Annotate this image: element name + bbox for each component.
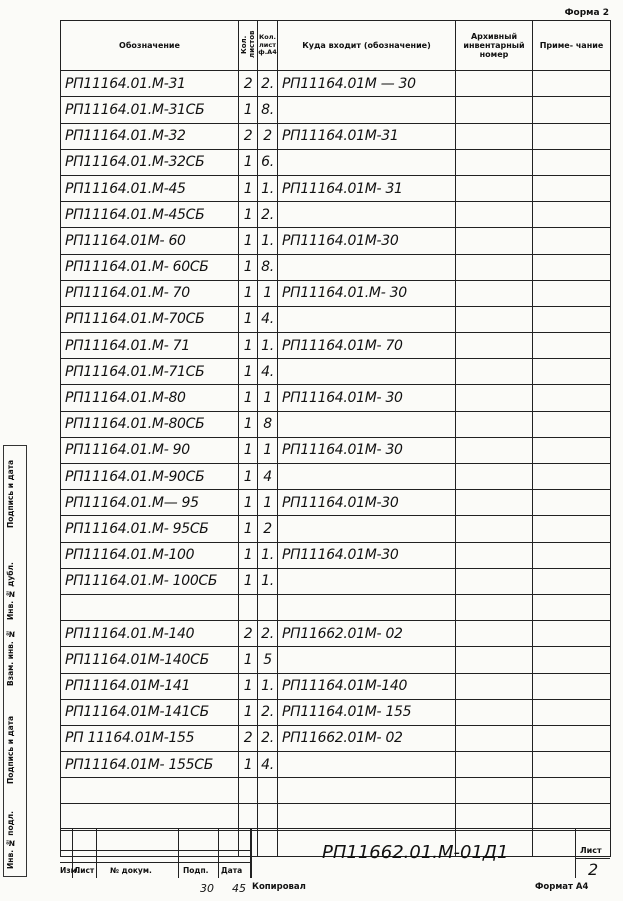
cell-sheets-count: 1 bbox=[239, 542, 258, 568]
side-label-orig-inv: Инв. № подл. bbox=[6, 811, 15, 870]
cell-designation bbox=[61, 804, 239, 830]
cell-note bbox=[533, 306, 611, 332]
cell-where-used: РП11164.01М-30 bbox=[278, 490, 456, 516]
cell-sheets-a4: 8 bbox=[258, 411, 278, 437]
cell-note bbox=[533, 490, 611, 516]
cell-where-used: РП11164.01М — 30 bbox=[278, 71, 456, 97]
cell-where-used bbox=[278, 306, 456, 332]
cell-where-used: РП11164.01М-31 bbox=[278, 123, 456, 149]
cell-where-used bbox=[278, 752, 456, 778]
cell-archive-number bbox=[456, 71, 533, 97]
cell-archive-number bbox=[456, 149, 533, 175]
cell-sheets-a4 bbox=[258, 594, 278, 620]
cell-note bbox=[533, 175, 611, 201]
cell-sheets-count: 1 bbox=[239, 306, 258, 332]
cell-designation: РП11164.01.М- 71 bbox=[61, 333, 239, 359]
cell-sheets-count: 1 bbox=[239, 202, 258, 228]
cell-sheets-count bbox=[239, 778, 258, 804]
cell-archive-number bbox=[456, 306, 533, 332]
cell-note bbox=[533, 778, 611, 804]
table-row bbox=[61, 464, 611, 490]
table-row bbox=[61, 804, 611, 830]
cell-designation: РП11164.01.М- 60СБ bbox=[61, 254, 239, 280]
cell-designation: РП11164.01.М- 90 bbox=[61, 437, 239, 463]
cell-archive-number bbox=[456, 594, 533, 620]
cell-archive-number bbox=[456, 437, 533, 463]
cell-note bbox=[533, 752, 611, 778]
cell-archive-number bbox=[456, 123, 533, 149]
cell-note bbox=[533, 673, 611, 699]
cell-sheets-count: 2 bbox=[239, 725, 258, 751]
cell-sheets-a4: 4. bbox=[258, 752, 278, 778]
cell-sheets-a4: 4. bbox=[258, 359, 278, 385]
cell-sheets-a4: 2. bbox=[258, 71, 278, 97]
cell-sheets-a4: 1 bbox=[258, 437, 278, 463]
form-label: Форма 2 bbox=[564, 8, 609, 18]
cell-sheets-count: 1 bbox=[239, 228, 258, 254]
table-row bbox=[61, 123, 611, 149]
cell-archive-number bbox=[456, 490, 533, 516]
cell-archive-number bbox=[456, 647, 533, 673]
table-row bbox=[61, 359, 611, 385]
table-row bbox=[61, 175, 611, 201]
cell-sheets-a4: 2. bbox=[258, 202, 278, 228]
cell-designation: РП11164.01.М- 100СБ bbox=[61, 568, 239, 594]
table-row bbox=[61, 699, 611, 725]
cell-sheets-count: 1 bbox=[239, 411, 258, 437]
cell-archive-number bbox=[456, 385, 533, 411]
cell-sheets-a4: 2. bbox=[258, 725, 278, 751]
cell-archive-number bbox=[456, 175, 533, 201]
sheet-number: 2 bbox=[588, 860, 599, 879]
cell-where-used bbox=[278, 778, 456, 804]
header-note: Приме- чание bbox=[533, 21, 611, 71]
table-row bbox=[61, 385, 611, 411]
cell-archive-number bbox=[456, 804, 533, 830]
cell-note bbox=[533, 202, 611, 228]
cell-designation bbox=[61, 778, 239, 804]
cell-note bbox=[533, 516, 611, 542]
cell-sheets-count: 1 bbox=[239, 752, 258, 778]
cell-sheets-a4: 1. bbox=[258, 333, 278, 359]
cell-note bbox=[533, 804, 611, 830]
cell-sheets-a4: 1. bbox=[258, 673, 278, 699]
table-row bbox=[61, 333, 611, 359]
cell-archive-number bbox=[456, 228, 533, 254]
cell-archive-number bbox=[456, 280, 533, 306]
cell-where-used: РП11662.01М- 02 bbox=[278, 621, 456, 647]
side-label-signature-date-1: Подпись и дата bbox=[6, 459, 15, 529]
cell-designation: РП11164.01М-140СБ bbox=[61, 647, 239, 673]
cell-note bbox=[533, 149, 611, 175]
cell-note bbox=[533, 621, 611, 647]
cell-where-used: РП11164.01М-30 bbox=[278, 228, 456, 254]
cell-sheets-count: 1 bbox=[239, 516, 258, 542]
table-row bbox=[61, 490, 611, 516]
cell-sheets-a4: 2. bbox=[258, 699, 278, 725]
cell-sheets-count: 1 bbox=[239, 647, 258, 673]
cell-designation: РП11164.01.М-45СБ bbox=[61, 202, 239, 228]
cell-sheets-a4: 8. bbox=[258, 97, 278, 123]
cell-where-used bbox=[278, 804, 456, 830]
cell-sheets-a4: 1 bbox=[258, 490, 278, 516]
cell-sheets-count bbox=[239, 804, 258, 830]
cell-designation bbox=[61, 594, 239, 620]
handwritten-note-right: 45 bbox=[232, 882, 246, 895]
cell-designation: РП11164.01.М-70СБ bbox=[61, 306, 239, 332]
cell-archive-number bbox=[456, 542, 533, 568]
cell-sheets-a4: 5 bbox=[258, 647, 278, 673]
cell-sheets-a4: 1 bbox=[258, 385, 278, 411]
cell-designation: РП11164.01.М-71СБ bbox=[61, 359, 239, 385]
cell-archive-number bbox=[456, 673, 533, 699]
cell-archive-number bbox=[456, 516, 533, 542]
cell-designation: РП11164.01.М-100 bbox=[61, 542, 239, 568]
cell-note bbox=[533, 280, 611, 306]
cell-archive-number bbox=[456, 411, 533, 437]
cell-sheets-a4: 1 bbox=[258, 280, 278, 306]
cell-sheets-count: 2 bbox=[239, 621, 258, 647]
cell-where-used bbox=[278, 359, 456, 385]
cell-where-used: РП11164.01М- 70 bbox=[278, 333, 456, 359]
table-row bbox=[61, 752, 611, 778]
cell-designation: РП11164.01.М-80 bbox=[61, 385, 239, 411]
cell-where-used: РП11164.01М-30 bbox=[278, 542, 456, 568]
table-row bbox=[61, 228, 611, 254]
cell-sheets-a4: 1. bbox=[258, 228, 278, 254]
cell-where-used: РП11164.01М-140 bbox=[278, 673, 456, 699]
cell-where-used bbox=[278, 464, 456, 490]
cell-sheets-a4: 2 bbox=[258, 516, 278, 542]
table-row bbox=[61, 97, 611, 123]
cell-where-used bbox=[278, 97, 456, 123]
cell-where-used: РП11164.01М- 155 bbox=[278, 699, 456, 725]
cell-sheets-a4 bbox=[258, 804, 278, 830]
cell-sheets-a4: 6. bbox=[258, 149, 278, 175]
table-row bbox=[61, 516, 611, 542]
cell-archive-number bbox=[456, 333, 533, 359]
cell-designation: РП 11164.01М-155 bbox=[61, 725, 239, 751]
header-designation: Обозначение bbox=[61, 21, 239, 71]
cell-note bbox=[533, 568, 611, 594]
cell-sheets-count: 1 bbox=[239, 464, 258, 490]
cell-designation: РП11164.01М-141СБ bbox=[61, 699, 239, 725]
cell-sheets-count: 1 bbox=[239, 149, 258, 175]
cell-sheets-a4: 8. bbox=[258, 254, 278, 280]
cell-sheets-count: 1 bbox=[239, 437, 258, 463]
cell-sheets-count: 1 bbox=[239, 175, 258, 201]
cell-archive-number bbox=[456, 699, 533, 725]
cell-note bbox=[533, 725, 611, 751]
cell-note bbox=[533, 97, 611, 123]
table-row bbox=[61, 568, 611, 594]
cell-sheets-a4: 2. bbox=[258, 621, 278, 647]
side-label-dup-inv: Инв. № дубл. bbox=[6, 562, 15, 620]
cell-note bbox=[533, 333, 611, 359]
cell-where-used bbox=[278, 568, 456, 594]
stamp-col-sheet: Лист bbox=[74, 866, 95, 875]
cell-note bbox=[533, 254, 611, 280]
table-row bbox=[61, 673, 611, 699]
cell-sheets-count: 1 bbox=[239, 673, 258, 699]
cell-note bbox=[533, 228, 611, 254]
cell-where-used: РП11164.01.М- 30 bbox=[278, 280, 456, 306]
header-sheets-a4: Кол. лист ф.А4 bbox=[258, 21, 278, 71]
table-row bbox=[61, 254, 611, 280]
side-label-signature-date-2: Подпись и дата bbox=[6, 715, 15, 785]
cell-sheets-count: 2 bbox=[239, 123, 258, 149]
cell-sheets-a4 bbox=[258, 778, 278, 804]
cell-where-used: РП11164.01М- 30 bbox=[278, 437, 456, 463]
cell-archive-number bbox=[456, 568, 533, 594]
table-row bbox=[61, 621, 611, 647]
cell-sheets-a4: 1. bbox=[258, 542, 278, 568]
cell-sheets-count: 1 bbox=[239, 359, 258, 385]
sheet-label: Лист bbox=[580, 846, 602, 855]
stamp-col-doc-no: № докум. bbox=[110, 866, 152, 875]
handwritten-note-left: 30 bbox=[200, 882, 214, 895]
cell-sheets-count: 2 bbox=[239, 71, 258, 97]
stamp-col-date: Дата bbox=[221, 866, 243, 875]
document-code: РП11662.01.М-01Д1 bbox=[322, 842, 509, 863]
cell-designation: РП11164.01М- 60 bbox=[61, 228, 239, 254]
cell-note bbox=[533, 542, 611, 568]
table-row bbox=[61, 306, 611, 332]
cell-sheets-count: 1 bbox=[239, 254, 258, 280]
table-row bbox=[61, 725, 611, 751]
cell-where-used bbox=[278, 647, 456, 673]
cell-sheets-a4: 2 bbox=[258, 123, 278, 149]
cell-sheets-count bbox=[239, 594, 258, 620]
cell-archive-number bbox=[456, 464, 533, 490]
cell-sheets-count: 1 bbox=[239, 333, 258, 359]
cell-note bbox=[533, 437, 611, 463]
cell-where-used: РП11164.01М- 31 bbox=[278, 175, 456, 201]
cell-where-used: РП11662.01М- 02 bbox=[278, 725, 456, 751]
cell-note bbox=[533, 464, 611, 490]
table-header-row bbox=[61, 21, 611, 71]
table-row bbox=[61, 778, 611, 804]
cell-sheets-count: 1 bbox=[239, 385, 258, 411]
cell-note bbox=[533, 71, 611, 97]
table-row bbox=[61, 647, 611, 673]
header-sheets-count: Кол. листов bbox=[239, 21, 258, 71]
cell-sheets-count: 1 bbox=[239, 568, 258, 594]
cell-archive-number bbox=[456, 254, 533, 280]
cell-archive-number bbox=[456, 359, 533, 385]
cell-designation: РП11164.01.М- 95СБ bbox=[61, 516, 239, 542]
cell-where-used: РП11164.01М- 30 bbox=[278, 385, 456, 411]
cell-designation: РП11164.01М-141 bbox=[61, 673, 239, 699]
table-row bbox=[61, 149, 611, 175]
cell-note bbox=[533, 594, 611, 620]
table-row bbox=[61, 280, 611, 306]
stamp-col-signature: Подп. bbox=[183, 866, 209, 875]
side-label-replace-inv: Взам. инв. № bbox=[6, 629, 15, 686]
table-row bbox=[61, 542, 611, 568]
table-row bbox=[61, 202, 611, 228]
cell-note bbox=[533, 385, 611, 411]
cell-where-used bbox=[278, 516, 456, 542]
cell-sheets-a4: 4 bbox=[258, 464, 278, 490]
cell-where-used bbox=[278, 202, 456, 228]
cell-note bbox=[533, 359, 611, 385]
cell-where-used bbox=[278, 254, 456, 280]
cell-note bbox=[533, 647, 611, 673]
cell-archive-number bbox=[456, 752, 533, 778]
format-label: Формат А4 bbox=[535, 882, 589, 892]
cell-sheets-a4: 4. bbox=[258, 306, 278, 332]
table-row bbox=[61, 437, 611, 463]
cell-designation: РП11164.01.М-140 bbox=[61, 621, 239, 647]
cell-designation: РП11164.01.М-32СБ bbox=[61, 149, 239, 175]
cell-note bbox=[533, 123, 611, 149]
cell-designation: РП11164.01.М- 70 bbox=[61, 280, 239, 306]
cell-where-used bbox=[278, 411, 456, 437]
table-row bbox=[61, 411, 611, 437]
cell-note bbox=[533, 699, 611, 725]
cell-sheets-count: 1 bbox=[239, 280, 258, 306]
table-row bbox=[61, 594, 611, 620]
cell-designation: РП11164.01.М-90СБ bbox=[61, 464, 239, 490]
cell-note bbox=[533, 411, 611, 437]
cell-designation: РП11164.01М- 155СБ bbox=[61, 752, 239, 778]
cell-sheets-count: 1 bbox=[239, 699, 258, 725]
stamp-col-change: Изм. bbox=[60, 866, 80, 875]
cell-sheets-count: 1 bbox=[239, 490, 258, 516]
header-where-used: Куда входит (обозначение) bbox=[278, 21, 456, 71]
register-table bbox=[60, 20, 611, 857]
copied-by-label: Копировал bbox=[252, 882, 306, 892]
table-row bbox=[61, 71, 611, 97]
cell-designation: РП11164.01.М-31 bbox=[61, 71, 239, 97]
cell-archive-number bbox=[456, 621, 533, 647]
cell-designation: РП11164.01.М-45 bbox=[61, 175, 239, 201]
cell-sheets-count: 1 bbox=[239, 97, 258, 123]
cell-where-used bbox=[278, 149, 456, 175]
cell-archive-number bbox=[456, 778, 533, 804]
header-archive-number: Архивный инвентарный номер bbox=[456, 21, 533, 71]
cell-designation: РП11164.01.М-80СБ bbox=[61, 411, 239, 437]
cell-sheets-a4: 1. bbox=[258, 175, 278, 201]
cell-where-used bbox=[278, 594, 456, 620]
cell-designation: РП11164.01.М-31СБ bbox=[61, 97, 239, 123]
cell-designation: РП11164.01.М-32 bbox=[61, 123, 239, 149]
cell-archive-number bbox=[456, 725, 533, 751]
cell-archive-number bbox=[456, 202, 533, 228]
cell-archive-number bbox=[456, 97, 533, 123]
cell-designation: РП11164.01.М— 95 bbox=[61, 490, 239, 516]
cell-sheets-a4: 1. bbox=[258, 568, 278, 594]
